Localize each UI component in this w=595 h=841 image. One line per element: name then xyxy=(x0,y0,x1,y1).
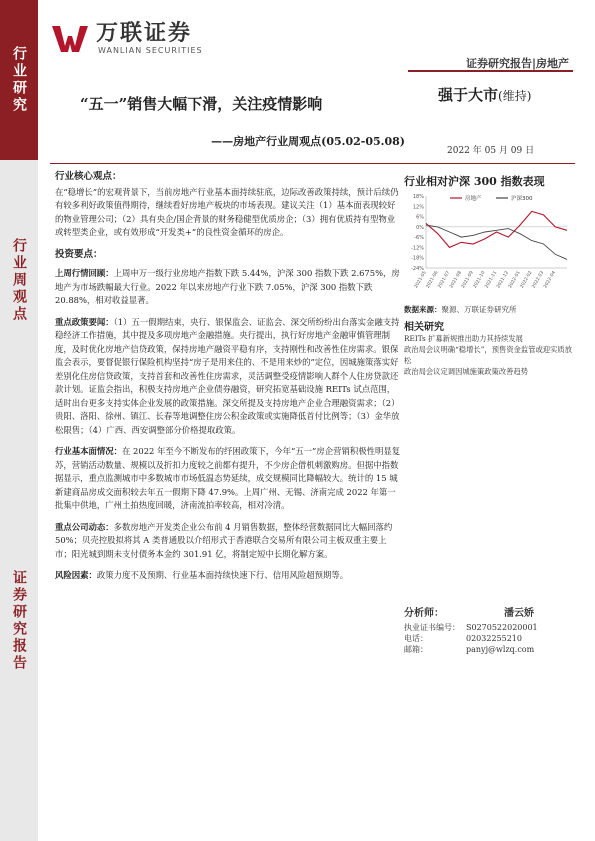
sidebar-industry-research: 行业研究 xyxy=(0,0,38,160)
x-tick-label: 2021-06 xyxy=(425,270,440,290)
sidebar-weekly-view: 行业周观点 xyxy=(0,160,38,400)
phone-label: 电话： xyxy=(404,634,428,643)
x-tick-label: 2021-05 xyxy=(413,270,428,290)
related-item[interactable]: 政治局会议明确“稳增长”，预售资金监管或迎实质放松 xyxy=(404,345,572,365)
legend-label-realestate: 房地产 xyxy=(465,196,482,202)
cert-number: S0270522020001 xyxy=(466,623,538,632)
points-heading: 投资要点： xyxy=(55,248,103,260)
chart-title: 行业相对沪深 300 指数表现 xyxy=(404,175,545,188)
analyst-info xyxy=(404,604,574,655)
main-content xyxy=(55,170,403,583)
point-lead: 上周行情回顾： xyxy=(55,268,114,278)
wanlian-logo-icon xyxy=(52,24,90,54)
x-tick-label: 2021-07 xyxy=(437,270,452,290)
point-policy-news xyxy=(55,316,403,438)
y-tick-label: -12% xyxy=(411,245,424,252)
point-text: 上周申万一级行业房地产指数下跌 5.44%，沪深 300 指数下跌 2.675%，房地产为市场跌幅最大行业。2022 年以来房地产行业下跌 7.05%，沪深 300 指数下跌 20.88%，相对收益显著。 xyxy=(55,268,400,305)
related-item[interactable]: REITs 扩募新规推出助力其持续发展 xyxy=(404,334,523,343)
rating-value: 强于大市 xyxy=(438,86,499,104)
phone-number: 02032255210 xyxy=(466,634,522,643)
analyst-name: 潘云娇 xyxy=(504,608,534,619)
y-tick-label: -6% xyxy=(414,235,424,242)
x-tick-label: 2021-09 xyxy=(460,270,475,290)
x-tick-label: 2022-02 xyxy=(519,270,534,290)
point-market-review xyxy=(55,267,403,308)
relative-performance-chart xyxy=(404,190,572,298)
header-rule xyxy=(408,70,573,72)
analyst-label: 分析师： xyxy=(404,608,444,619)
related-item[interactable]: 政治局会议定调因城施策政策改善趋势 xyxy=(404,367,529,376)
y-tick-label: 6% xyxy=(416,214,424,221)
logo-chinese-name: 万联证券 xyxy=(96,21,193,46)
y-tick-label: 0% xyxy=(416,224,424,231)
sidebar-securities-report: 证券研究报告 xyxy=(0,400,38,841)
x-tick-label: 2021-12 xyxy=(496,270,510,290)
y-tick-label: 12% xyxy=(412,204,424,211)
point-lead: 重点政策要闻： xyxy=(55,316,114,327)
related-list xyxy=(404,333,574,377)
page-subtitle: ——房地产行业周观点(05.02-05.08) xyxy=(211,135,405,148)
related-heading: 相关研究 xyxy=(404,322,444,333)
title-divider-right xyxy=(405,163,575,164)
sidebar xyxy=(0,0,38,841)
core-heading: 行业核心观点： xyxy=(55,171,122,182)
point-lead: 行业基本面情况： xyxy=(55,446,122,456)
title-divider xyxy=(50,163,405,164)
x-tick-label: 2022-04 xyxy=(543,270,557,290)
page-title: “五一”销售大幅下滑，关注疫情影响 xyxy=(80,95,323,113)
x-tick-label: 2022-01 xyxy=(507,270,522,290)
y-tick-label: -18% xyxy=(411,255,424,262)
point-lead: 重点公司动态： xyxy=(55,521,114,532)
y-tick-label: -24% xyxy=(411,266,424,272)
company-logo xyxy=(52,22,203,55)
rating-sub: (维持) xyxy=(498,89,532,103)
source-text: 聚源、万联证券研究所 xyxy=(441,305,517,314)
source-label: 数据来源： xyxy=(404,305,442,314)
point-fundamentals xyxy=(55,445,403,513)
report-date: 2022 年 05 月 09 日 xyxy=(447,146,535,156)
point-text: 政策力度不及预期、行业基本面持续快速下行、信用风险超预期等。 xyxy=(96,570,349,580)
data-source xyxy=(404,304,517,315)
x-tick-label: 2021-08 xyxy=(449,270,463,290)
point-lead: 风险因素： xyxy=(55,570,97,580)
y-tick-label: 18% xyxy=(412,194,424,200)
email-address[interactable]: panyj@wlzq.com xyxy=(466,645,535,654)
chart-svg xyxy=(404,190,572,298)
point-text: （1）五一假期结束，央行、银保监会、证监会、深交所纷纷出台落实金融支持稳经济工作措施，其中提及多项房地产金融措施。央行提出，执行好房地产金融审慎管理制度，及时优化房地产信贷政策，保持房地产融资平稳有序，支持刚性和改善性住房需求。银保监会表示，要督促银行保险机构坚持“房子是用来住的、不是用来炒的”定位，因城施策落实好差别化住房信贷政策，支持首套和改善性住房需求，灵活调整受疫情影响人群个人住房贷款还款计划。证监会指出，积极支持房地产企业债券融资，研究拓宽基础设施 REITs 试点范围，适时出台更多支持实体企业发展的政策措施。深交所提及支持房地产企业合理融资需求；（2）贵阳、洛阳、徐州、镇江、长春等地调整住房公积金政策或实施降低首付比例等；（3）金华放松限售；（4）广西、西安调整部分价格提取政策。 xyxy=(55,316,400,435)
point-risk-factors xyxy=(55,569,403,583)
logo-english-name: WANLIAN SECURITIES xyxy=(98,46,203,55)
rating xyxy=(438,84,531,105)
point-text: 在 2022 年至今不断发布的纾困政策下，今年“五一”房企营销积极性明显复苏，营销活动数量、规模以及折扣力度较之前都有提升，不少房企借机刺激购房。但据中指数据显示，重点监测城市中多数城市市场低温态势延续，成交规模同比降幅较大。统计的 15 城新建商品房成交面积较去年五一假期下降 47.9%。上周广州、无锡、济南完成 2022 年第一批集中供地，广州土拍热度回暖，济南流拍率较高，相对冷清。 xyxy=(55,446,401,510)
cert-label: 执业证书编号： xyxy=(404,623,460,632)
point-text: 多数房地产开发类企业公布前 4 月销售数据，整体经营数据同比大幅回落约 50%；贝壳控股拟将其 A 类普通股以介绍形式于香港联合交易所有限公司主板双重主要上市；阳光城到期未支付债务本金约 301.91 亿，将制定短中长期化解方案。 xyxy=(55,521,393,559)
report-type: 证券研究报告|房地产 xyxy=(465,57,569,70)
core-text: 在“稳增长”的宏观背景下，当前房地产行业基本面持续驻底，边际改善政策持续，预计后续仍有较多利好政策值得期待，继续看好房地产板块的市场表现。建议关注（1）基本面表现较好的物业管理公司；（2）具有央企/国企背景的财务稳健型优质房企；（3）拥有优质持有型物业或转型类企业，或有效形成“开发类+”的良性资金循环的房企。 xyxy=(55,186,399,237)
email-label: 邮箱： xyxy=(404,645,428,654)
x-tick-label: 2021-11 xyxy=(484,270,499,290)
title-block xyxy=(50,82,405,152)
series-line-hs300 xyxy=(426,225,567,259)
legend-label-hs300: 沪深300 xyxy=(511,196,533,202)
x-tick-label: 2022-03 xyxy=(531,270,546,290)
series-line-realestate xyxy=(426,211,567,247)
point-company-news xyxy=(55,521,403,562)
x-tick-label: 2021-10 xyxy=(472,270,487,290)
